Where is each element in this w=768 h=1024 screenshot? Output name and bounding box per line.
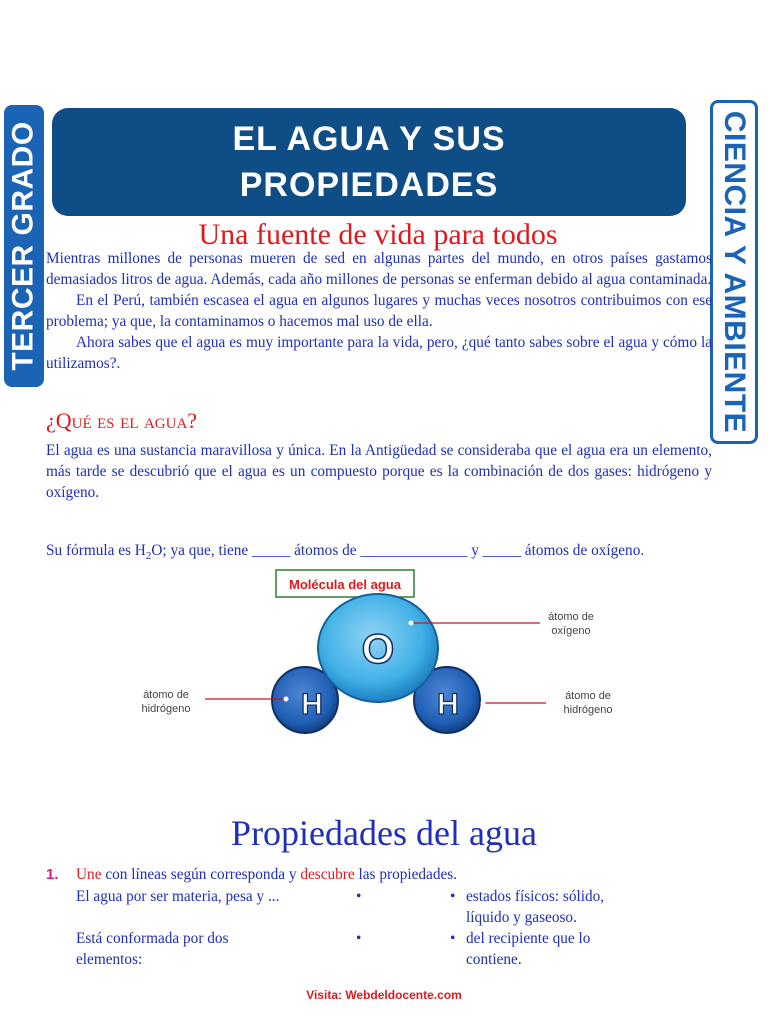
water-molecule-diagram <box>100 568 660 778</box>
hydrogen-right-label-line-1: átomo de <box>565 690 611 702</box>
side-label-grade-text: TERCER GRADO <box>7 121 40 371</box>
match-left-item-2-line-1: Está conformada por dos <box>76 930 229 947</box>
intro-paragraph-2: En el Perú, también escasea el agua en algunos lugares y muchas veces nosotros contribuimos con ese problema; ya que, la contaminamos o hacemos mal uso de ella. <box>46 292 712 330</box>
match-dot-right-2[interactable]: • <box>450 930 456 947</box>
oxygen-letter: O <box>361 625 395 672</box>
formula-prefix: Su fórmula es H <box>46 542 146 559</box>
side-label-grade <box>4 105 44 387</box>
instruction-word-join: Une <box>76 866 102 883</box>
hydrogen-left-label-line-1: átomo de <box>143 689 189 701</box>
oxygen-label-line-1: átomo de <box>548 611 594 623</box>
hydrogen-right-pointer-dot <box>481 701 486 706</box>
instruction-part-1: con líneas según corresponda y <box>101 866 301 883</box>
hydrogen-left-label-line-2: hidrógeno <box>141 703 191 715</box>
intro-paragraph-3: Ahora sabes que el agua es muy importante para la vida, pero, ¿qué tanto sabes sobre el agua y cómo la utilizamos?. <box>46 334 712 372</box>
instruction-part-2: las propiedades. <box>354 866 458 883</box>
exercise-instruction <box>46 864 457 885</box>
hydrogen-letter-left: H <box>301 688 323 721</box>
diagram-title: Molécula del agua <box>289 577 401 592</box>
instruction-word-discover: descubre <box>300 866 355 883</box>
match-right-item-2-line-1: del recipiente que lo <box>466 930 591 947</box>
match-left-item-2 <box>76 928 229 970</box>
properties-title: Propiedades del agua <box>231 813 537 853</box>
formula-rest: O; ya que, tiene _____ átomos de ______________ y _____ átomos de oxígeno. <box>151 542 645 559</box>
page-title-box <box>52 108 686 216</box>
match-dot-right-1[interactable]: • <box>450 888 456 905</box>
side-label-subject <box>710 100 758 444</box>
formula-subscript: 2 <box>145 550 152 563</box>
section-heading-what-is-water: ¿Qué es el agua? <box>46 408 198 433</box>
oxygen-label-line-2: oxígeno <box>551 625 591 637</box>
intro-paragraph-1: Mientras millones de personas mueren de sed en algunas partes del mundo, en otros países gastamos demasiados litros de agua. Además, cada año millones de personas se enferman debido al agua contaminada. <box>46 250 712 288</box>
page-title-line-2: PROPIEDADES <box>239 166 499 204</box>
exercise-number: 1. <box>46 866 59 883</box>
match-dot-left-1[interactable]: • <box>356 888 362 905</box>
side-label-subject-text: CIENCIA Y AMBIENTE <box>718 110 751 434</box>
hydrogen-letter-right: H <box>437 688 459 721</box>
match-dot-left-2[interactable]: • <box>356 930 362 947</box>
page-title-line-1: EL AGUA Y SUS <box>232 120 506 158</box>
section-text <box>46 440 712 503</box>
formula-line <box>46 542 644 562</box>
intro-text <box>46 248 712 374</box>
match-right-item-2-line-2: contiene. <box>466 951 522 968</box>
page-subtitle: Una fuente de vida para todos <box>198 218 558 251</box>
hydrogen-left-pointer-dot <box>284 697 289 702</box>
hydrogen-right-label-line-2: hidrógeno <box>563 704 613 716</box>
oxygen-pointer-dot <box>409 621 414 626</box>
match-right-item-1-line-1: estados físicos: sólido, <box>466 888 605 905</box>
match-right-item-1-line-2: líquido y gaseoso. <box>466 909 577 926</box>
match-right-item-2 <box>466 928 590 970</box>
match-right-item-1 <box>466 886 604 928</box>
match-left-item-1: El agua por ser materia, pesa y ... <box>76 888 280 905</box>
match-left-item-2-line-2: elementos: <box>76 951 143 968</box>
section-paragraph: El agua es una sustancia maravillosa y única. En la Antigüedad se consideraba que el agua era un elemento, más tarde se descubrió que el agua es un compuesto porque es la combinación de dos gases: hidrógeno y oxígeno. <box>46 442 712 501</box>
footer-link[interactable]: Visita: Webdeldocente.com <box>306 988 462 1002</box>
